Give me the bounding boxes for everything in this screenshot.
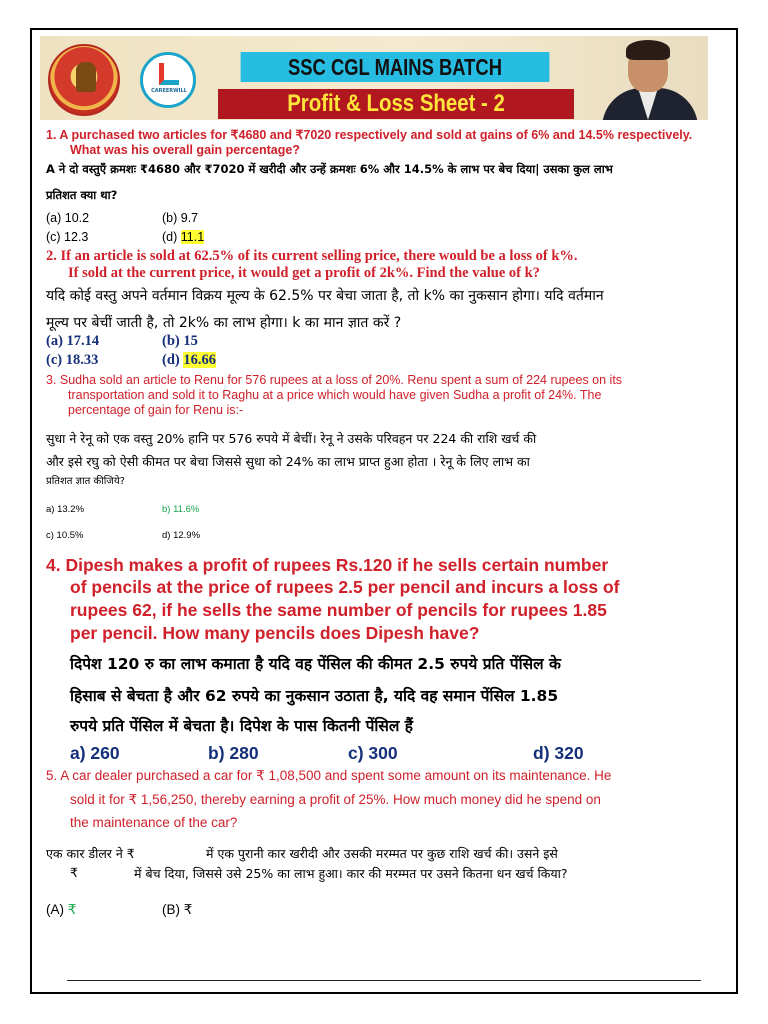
q5-hindi-line2a: ₹ — [70, 865, 78, 880]
q3-english-line2: transportation and sold it to Raghu at a price which would have given Sudha a profit of 24%. The — [68, 388, 602, 402]
q4-english-line4: per pencil. How many pencils does Dipesh have? — [70, 623, 480, 643]
q3-english-line3: percentage of gain for Renu is:- — [68, 403, 244, 417]
q1-english-line1: 1. A purchased two articles for ₹4680 and ₹7020 respectively and sold at gains of 6% and 14.5% respectively. — [46, 128, 693, 142]
q4-option-c: c) 300 — [348, 743, 398, 763]
q1-english-line2: What was his overall gain percentage? — [70, 143, 300, 157]
q4-english-line1: 4. Dipesh makes a profit of rupees Rs.120 if he sells certain number — [46, 555, 609, 575]
q2-answer-highlight: 16.66 — [183, 352, 216, 368]
q3-option-b: b) 11.6% — [162, 504, 200, 515]
q5-english-line2: sold it for ₹ 1,56,250, thereby earning a profit of 25%. How much money did he spend on — [70, 792, 601, 807]
q5-english-line1: 5. A car dealer purchased a car for ₹ 1,08,500 and spent some amount on its maintenance. He — [46, 768, 612, 783]
footer-divider — [67, 980, 701, 981]
q3-hindi-line2: और इसे रघु को ऐसी कीमत पर बेचा जिससे सुधा को 24% का लाभ प्राप्त हुआ होता । रेनू के लिए लाभ का — [46, 454, 530, 469]
q2-option-c: (c) 18.33 — [46, 352, 99, 368]
q5-hindi-line1b: में एक पुरानी कार खरीदी और उसकी मरम्मत पर कुछ राशि खर्च की। उसने इसे — [206, 846, 558, 861]
q4-option-a: a) 260 — [70, 743, 120, 763]
q2-option-b: (b) 15 — [162, 333, 198, 349]
q2-hindi-line1: यदि कोई वस्तु अपने वर्तमान विक्रय मूल्य के 62.5% पर बेचा जाता है, तो k% का नुकसान होगा। यदि वर्तमान — [46, 288, 604, 304]
q3-option-a: a) 13.2% — [46, 504, 85, 515]
q1-option-c: (c) 12.3 — [46, 230, 89, 244]
q3-english-line1: 3. Sudha sold an article to Renu for 576 rupees at a loss of 20%. Renu spent a sum of 224 rupees on its — [46, 373, 623, 387]
batch-title: SSC CGL MAINS BATCH — [241, 52, 550, 82]
q3-option-d: d) 12.9% — [162, 530, 201, 541]
q2-english-line1: 2. If an article is sold at 62.5% of its current selling price, there would be a loss of k%. — [46, 248, 578, 264]
ssc-emblem-logo — [48, 44, 120, 116]
teacher-photo — [592, 38, 708, 120]
rupee-icon: ₹ — [67, 902, 77, 917]
q4-hindi-line1: दिपेश 120 रु का लाभ कमाता है यदि वह पेंसिल की कीमत 2.5 रुपये प्रति पेंसिल के — [70, 655, 561, 673]
q4-option-d: d) 320 — [533, 743, 584, 763]
q1-option-d: (d) 11.1 — [162, 230, 205, 244]
q4-english-line3: rupees 62, if he sells the same number of pencils for rupees 1.85 — [70, 600, 607, 620]
q5-hindi-line1a: एक कार डीलर ने ₹ — [46, 846, 135, 861]
q5-option-b: (B) ₹ — [162, 902, 193, 917]
q4-hindi-line3: रुपये प्रति पेंसिल में बेचता है। दिपेश के पास कितनी पेंसिल हैं — [70, 717, 414, 735]
q1-hindi-line2: प्रतिशत क्या था? — [46, 188, 118, 202]
q3-hindi-line3: प्रतिशत ज्ञात कीजिये? — [46, 476, 125, 487]
q2-hindi-line2: मूल्य पर बेचीं जाती है, तो 2k% का लाभ होगा। k का मान ज्ञात करें ? — [46, 315, 402, 331]
q1-option-b: (b) 9.7 — [162, 211, 199, 225]
q2-option-a: (a) 17.14 — [46, 333, 100, 349]
q1-option-a: (a) 10.2 — [46, 211, 90, 225]
q2-english-line2: If sold at the current price, it would get a profit of 2k%. Find the value of k? — [68, 265, 540, 281]
q5-english-line3: the maintenance of the car? — [70, 815, 238, 830]
q5-option-a: (A) ₹ — [46, 902, 77, 917]
careerwill-logo: CAREERWILL — [140, 52, 196, 108]
q1-answer-highlight: 11.1 — [180, 230, 205, 244]
q4-english-line2: of pencils at the price of rupees 2.5 per pencil and incurs a loss of — [70, 577, 620, 597]
q1-hindi-line1: A ने दो वस्तुएँ क्रमशः ₹4680 और ₹7020 में खरीदी और उन्हें क्रमशः 6% और 14.5% के लाभ पर बेच दिया| उसका कुल लाभ — [46, 162, 613, 176]
rupee-icon: ₹ — [183, 902, 193, 917]
q4-hindi-line2: हिसाब से बेचता है और 62 रुपये का नुकसान उठाता है, यदि वह समान पेंसिल 1.85 — [70, 687, 559, 705]
q4-option-b: b) 280 — [208, 743, 259, 763]
q2-option-d: (d) 16.66 — [162, 352, 216, 368]
q3-hindi-line1: सुधा ने रेनू को एक वस्तु 20% हानि पर 576 रुपये में बेचीं। रेनू ने उसके परिवहन पर 224 की राशि खर्च की — [46, 431, 537, 446]
q3-option-c: c) 10.5% — [46, 530, 84, 541]
q5-hindi-line2b: में बेच दिया, जिससे उसे 25% का लाभ हुआ। कार की मरम्मत पर उसने कितना धन खर्च किया? — [134, 866, 568, 881]
sheet-title: Profit & Loss Sheet - 2 — [218, 89, 574, 119]
